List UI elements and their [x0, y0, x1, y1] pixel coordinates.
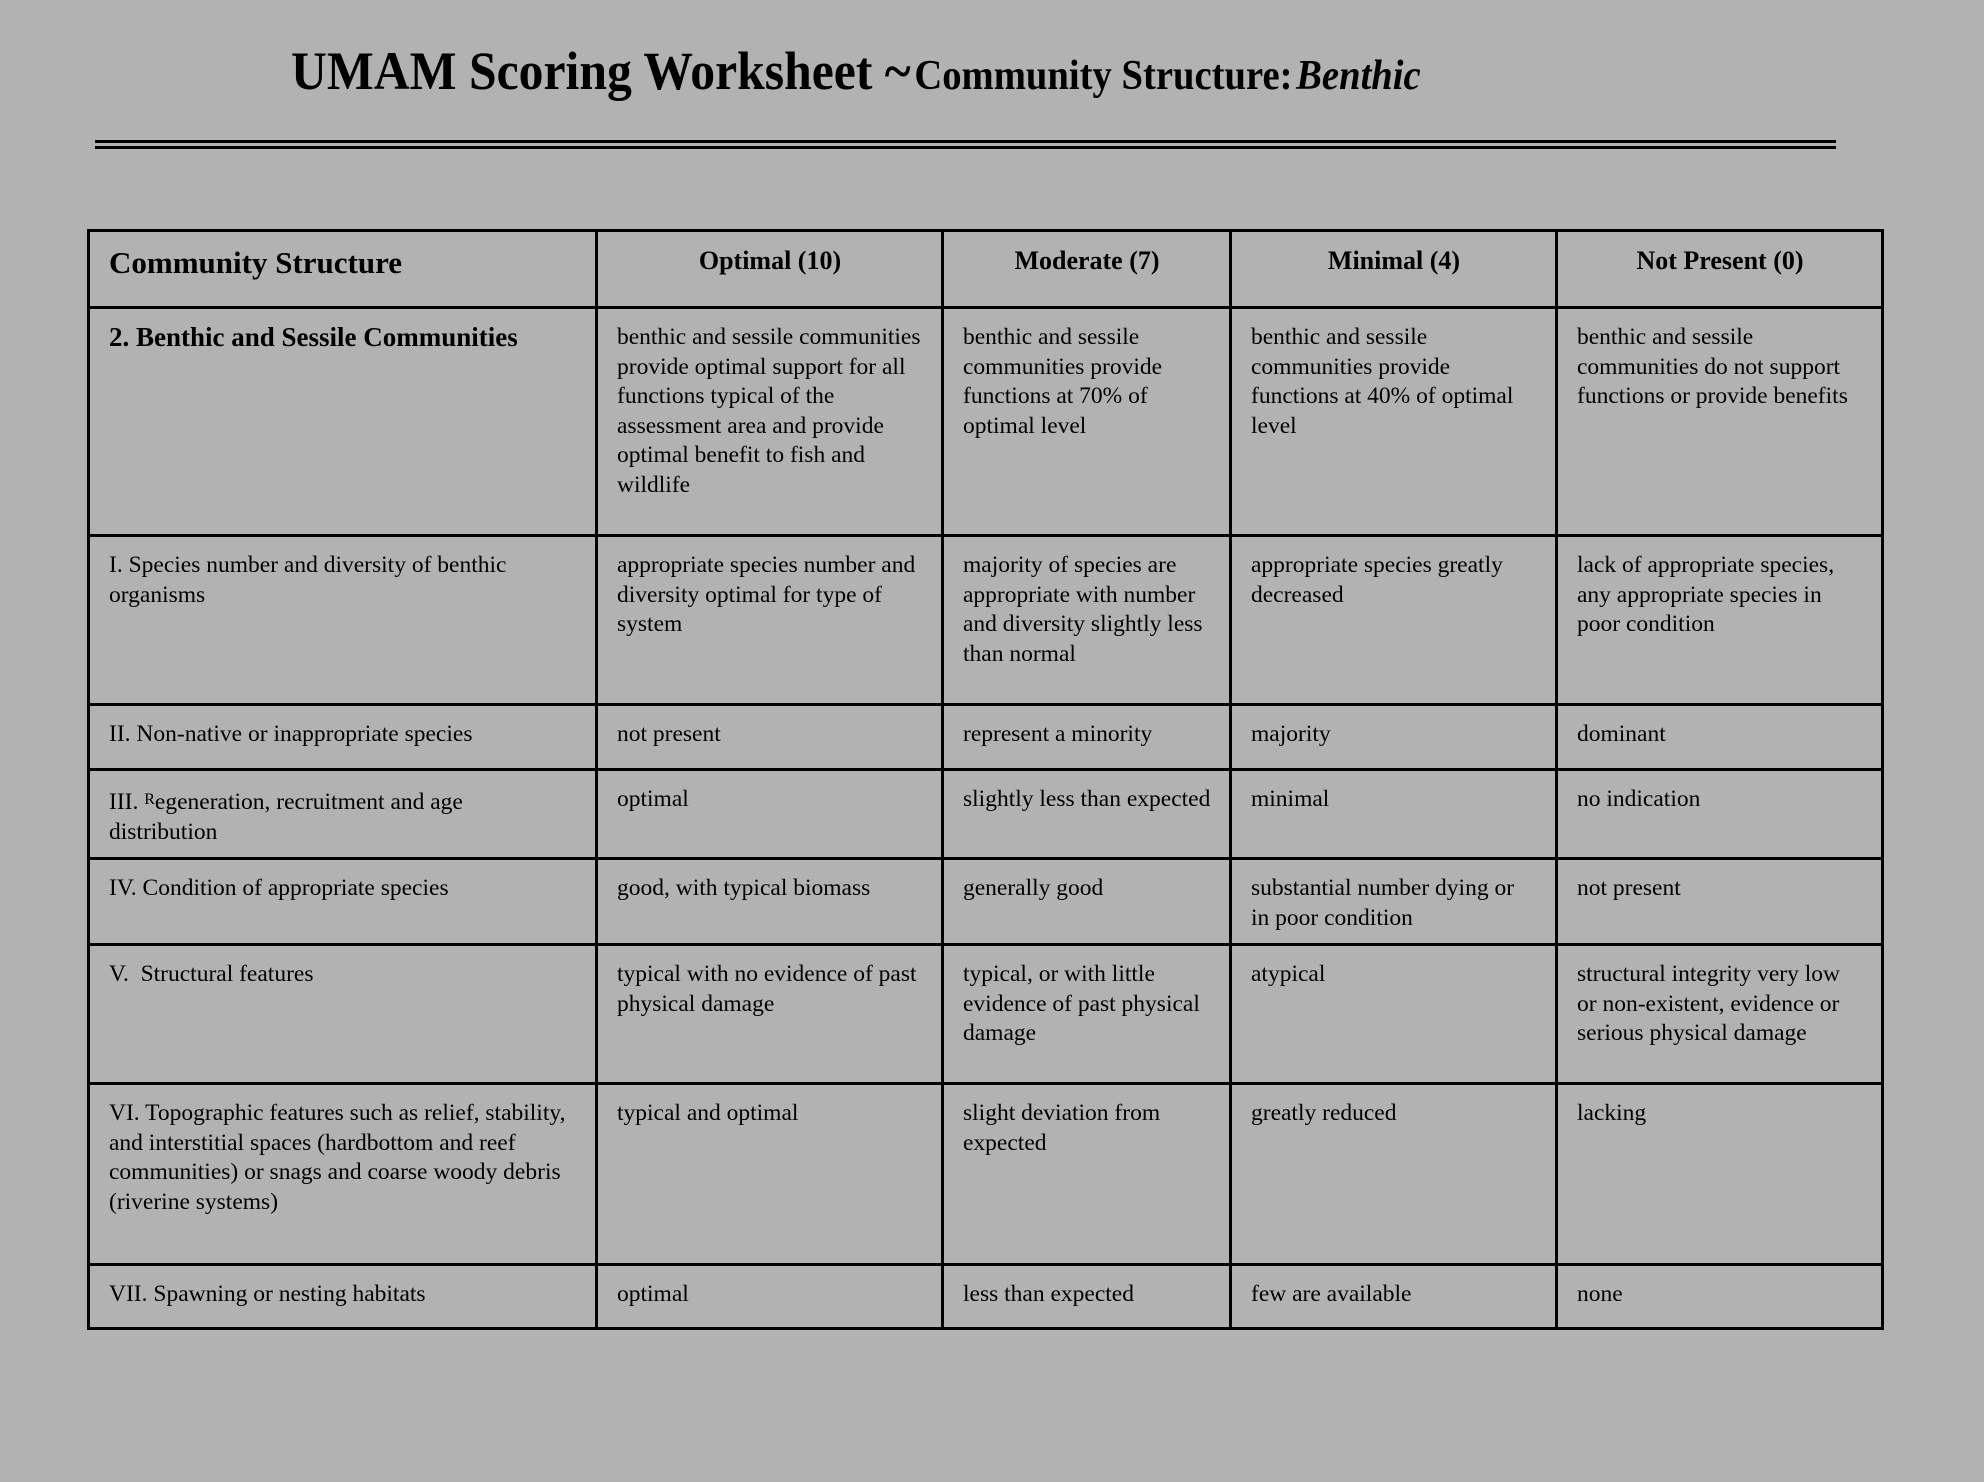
row-label: VII. Spawning or nesting habitats: [89, 1265, 597, 1329]
title-divider-top: [95, 140, 1836, 143]
table-cell: minimal: [1231, 770, 1557, 859]
page-title: [291, 40, 1421, 102]
table-cell: lacking: [1557, 1084, 1883, 1265]
row-label-rest: egeneration, recruitment and age distribution: [109, 789, 463, 845]
table-cell: lack of appropriate species, any appropriate species in poor condition: [1557, 536, 1883, 705]
table-cell: appropriate species number and diversity optimal for type of system: [597, 536, 943, 705]
table-cell: appropriate species greatly decreased: [1231, 536, 1557, 705]
table-cell: substantial number dying or in poor condition: [1231, 859, 1557, 945]
table-cell: not present: [1557, 859, 1883, 945]
header-optimal: Optimal (10): [597, 231, 943, 308]
table-cell: benthic and sessile communities provide optimal support for all functions typical of the assessment area and provide optimal benefit to fish and wildlife: [597, 308, 943, 536]
table-cell: atypical: [1231, 945, 1557, 1084]
table-cell: benthic and sessile communities do not support functions or provide benefits: [1557, 308, 1883, 536]
table-cell: benthic and sessile communities provide functions at 40% of optimal level: [1231, 308, 1557, 536]
table-row: [89, 770, 1883, 859]
row-label-prefix: III.: [109, 789, 145, 815]
table-cell: slightly less than expected: [943, 770, 1231, 859]
table-row: [89, 1265, 1883, 1329]
title-sub: Community Structure:: [914, 53, 1293, 99]
table-cell: typical with no evidence of past physical damage: [597, 945, 943, 1084]
row-label: V. Structural features: [89, 945, 597, 1084]
table-cell: dominant: [1557, 705, 1883, 770]
table-cell: not present: [597, 705, 943, 770]
row-label: II. Non-native or inappropriate species: [89, 705, 597, 770]
title-divider-bottom: [95, 146, 1836, 149]
table-row: [89, 536, 1883, 705]
section-row: [89, 308, 1883, 536]
table-cell: slight deviation from expected: [943, 1084, 1231, 1265]
row-label: VI. Topographic features such as relief, stability, and interstitial spaces (hardbottom and reef communities) or snags and coarse woody debris (riverine systems): [89, 1084, 597, 1265]
section-label: 2. Benthic and Sessile Communities: [89, 308, 597, 536]
table-cell: optimal: [597, 770, 943, 859]
table-row: [89, 705, 1883, 770]
table-cell: good, with typical biomass: [597, 859, 943, 945]
table-cell: majority of species are appropriate with number and diversity slightly less than normal: [943, 536, 1231, 705]
row-label: IV. Condition of appropriate species: [89, 859, 597, 945]
row-label: I. Species number and diversity of benthic organisms: [89, 536, 597, 705]
table-cell: optimal: [597, 1265, 943, 1329]
table-row: [89, 945, 1883, 1084]
table-cell: generally good: [943, 859, 1231, 945]
table-cell: structural integrity very low or non-existent, evidence or serious physical damage: [1557, 945, 1883, 1084]
title-main: UMAM Scoring Worksheet ~: [291, 41, 911, 101]
table-cell: benthic and sessile communities provide functions at 70% of optimal level: [943, 308, 1231, 536]
row-label: [89, 770, 597, 859]
table-cell: greatly reduced: [1231, 1084, 1557, 1265]
row-label-superscript: R: [144, 791, 155, 808]
header-community-structure: Community Structure: [89, 231, 597, 308]
header-minimal: Minimal (4): [1231, 231, 1557, 308]
table-cell: typical, or with little evidence of past physical damage: [943, 945, 1231, 1084]
table-header-row: [89, 231, 1883, 308]
header-not-present: Not Present (0): [1557, 231, 1883, 308]
table-cell: none: [1557, 1265, 1883, 1329]
table-cell: represent a minority: [943, 705, 1231, 770]
table-cell: typical and optimal: [597, 1084, 943, 1265]
table-row: [89, 1084, 1883, 1265]
table-cell: few are available: [1231, 1265, 1557, 1329]
table-cell: majority: [1231, 705, 1557, 770]
header-moderate: Moderate (7): [943, 231, 1231, 308]
table-cell: no indication: [1557, 770, 1883, 859]
title-sub-italic: Benthic: [1296, 53, 1421, 99]
scoring-table: [87, 229, 1884, 1330]
table-cell: less than expected: [943, 1265, 1231, 1329]
table-row: [89, 859, 1883, 945]
